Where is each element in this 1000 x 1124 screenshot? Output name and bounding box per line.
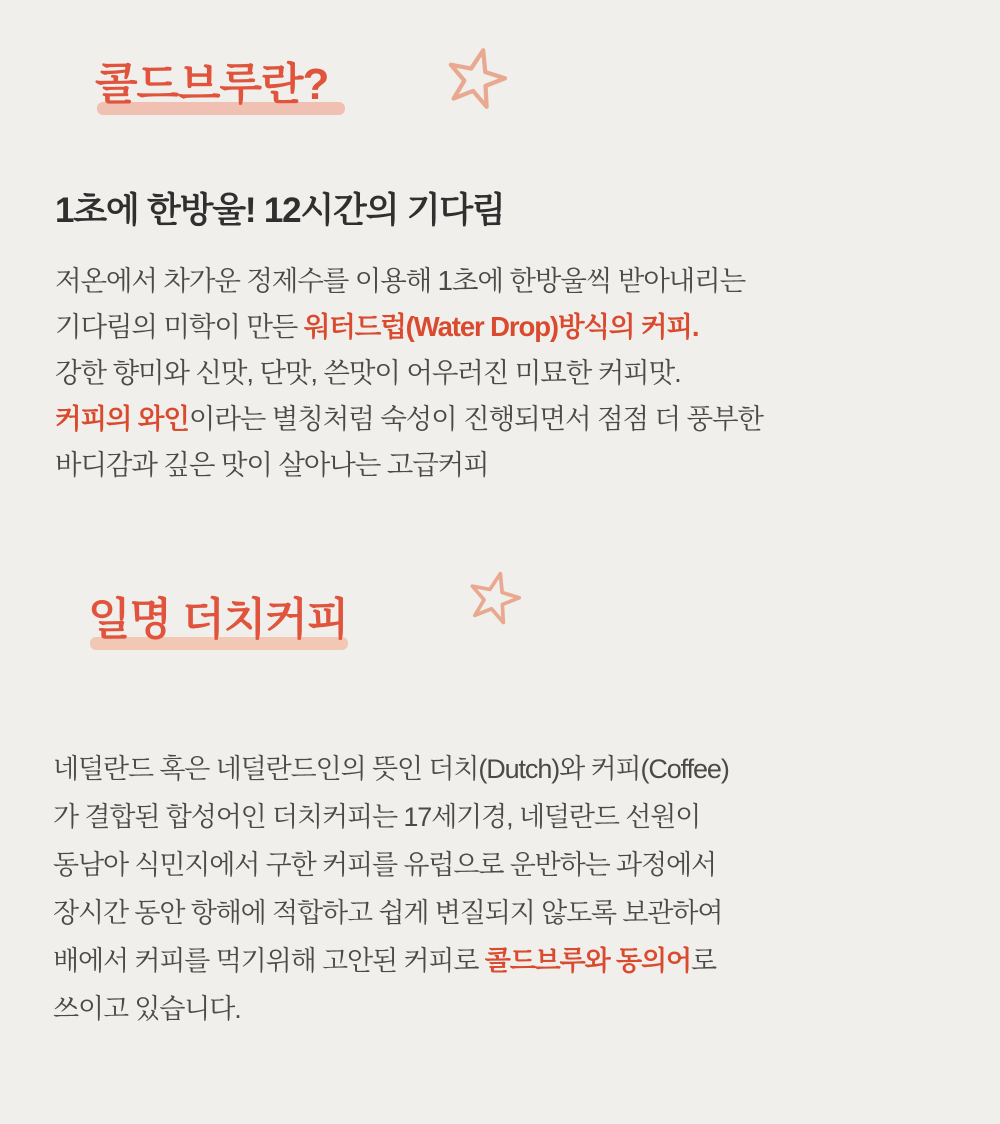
paragraph-line — [55, 350, 763, 396]
paragraph-line — [55, 442, 763, 488]
paragraph-line — [55, 396, 763, 442]
paragraph-line — [53, 985, 729, 1033]
body-text: 쓰이고 있습니다. — [53, 994, 241, 1024]
body-text: 저온에서 차가운 정제수를 이용해 1초에 한방울씩 받아내리는 — [55, 265, 746, 296]
body-text: 강한 향미와 신맛, 단맛, 쓴맛이 어우러진 미묘한 커피맛. — [55, 357, 681, 388]
section1-heading-block — [95, 60, 328, 111]
paragraph-line — [53, 889, 729, 937]
highlighted-text: 워터드럽(Water Drop)방식의 커피. — [303, 311, 699, 342]
section1-subtitle: 1초에 한방울! 12시간의 기다림 — [55, 191, 505, 230]
body-text: 배에서 커피를 먹기위해 고안된 커피로 — [53, 946, 485, 976]
body-text: 가 결합된 합성어인 더치커피는 17세기경, 네덜란드 선원이 — [53, 802, 701, 832]
body-text: 장시간 동안 항해에 적합하고 쉽게 변질되지 않도록 보관하여 — [53, 898, 723, 928]
body-text: 바디감과 깊은 맛이 살아나는 고급커피 — [55, 449, 489, 480]
body-text: 네덜란드 혹은 네덜란드인의 뜻인 더치(Dutch)와 커피(Coffee) — [53, 754, 729, 784]
highlighted-text: 커피의 와인 — [55, 403, 189, 434]
body-text: 동남아 식민지에서 구한 커피를 유럽으로 운반하는 과정에서 — [53, 850, 716, 880]
paragraph-line — [55, 258, 763, 304]
star-doodle-icon — [463, 563, 527, 627]
star-doodle-icon — [440, 38, 514, 112]
paragraph-line — [53, 793, 729, 841]
paragraph-line — [53, 937, 729, 985]
section1-heading: 콜드브루란? — [95, 60, 329, 109]
paragraph-line — [53, 745, 729, 793]
section1-paragraph — [55, 258, 763, 488]
section2-heading-block — [88, 595, 348, 646]
body-text: 이라는 별칭처럼 숙성이 진행되면서 점점 더 풍부한 — [188, 403, 763, 434]
highlighted-text: 콜드브루와 동의어 — [484, 946, 691, 976]
section2-heading: 일명 더치커피 — [88, 595, 349, 644]
body-text: 기다림의 미학이 만든 — [55, 311, 304, 342]
paragraph-line — [55, 304, 763, 350]
body-text: 로 — [690, 946, 716, 976]
section2-paragraph — [53, 745, 729, 1033]
paragraph-line — [53, 841, 729, 889]
